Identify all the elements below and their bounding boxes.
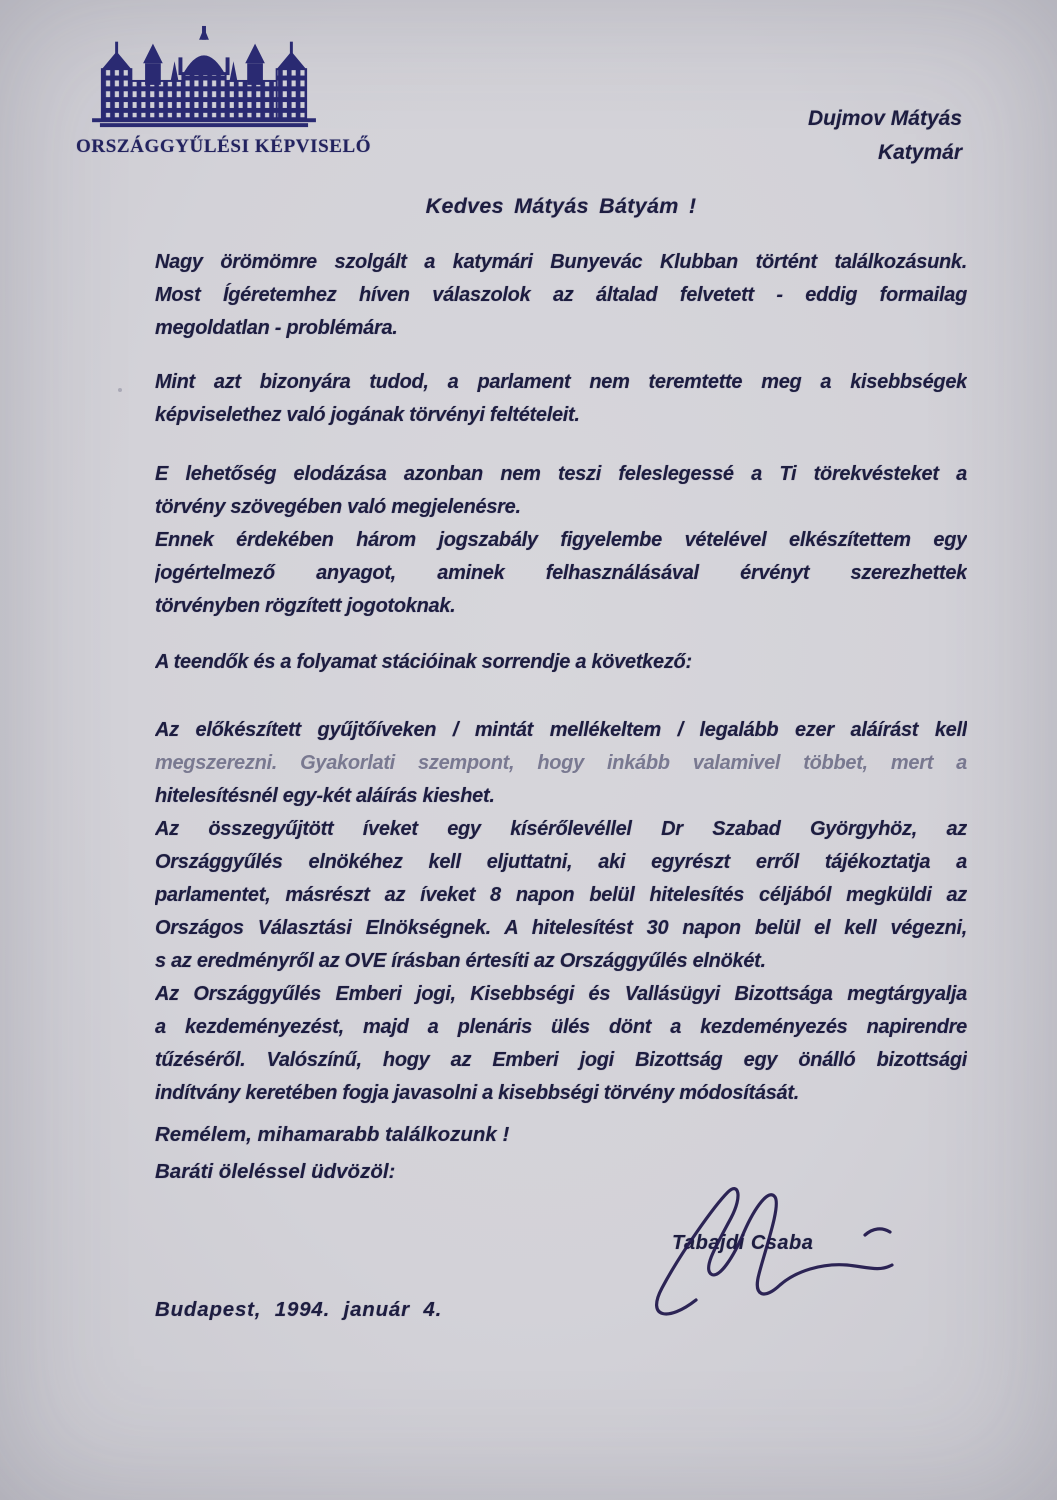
paragraph: [155, 646, 967, 679]
body-line: indítvány keretében fogja javasolni a kisebbségi törvény módosítását.: [155, 1082, 799, 1104]
recipient-city: Katymár: [877, 141, 962, 164]
paragraph: [155, 458, 967, 623]
body-line: Most Ígéretemhez híven válaszolok az általad felvetett - eddig formailag: [155, 284, 967, 306]
letterhead-caption: ORSZÁGGYŰLÉSI KÉPVISELŐ: [76, 136, 372, 157]
body-line: Országgyűlés elnökéhez kell eljuttatni, aki egyrészt erről tájékoztatja a: [155, 851, 967, 873]
signature-typed-name: Tabajdi Csaba: [672, 1232, 814, 1254]
body-line: jogértelmező anyagot, aminek felhasználásával érvényt szerezhettek: [155, 562, 967, 584]
signature-handwriting: [618, 1172, 918, 1322]
body-line: parlamentet, másrészt az íveket 8 napon belül hitelesítés céljából megküldi az: [155, 884, 967, 906]
paragraph: [155, 714, 967, 1110]
body-line: Nagy örömömre szolgált a katymári Bunyevác Klubban történt találkozásunk.: [155, 251, 967, 273]
closing-line-1: Remélem, mihamarabb találkozunk !: [155, 1123, 510, 1146]
body-line: hitelesítésnél egy-két aláírás kieshet.: [155, 785, 495, 807]
body-line: s az eredményről az OVE írásban értesíti az Országgyűlés elnökét.: [155, 950, 766, 972]
body-line: tűzéséről. Valószínű, hogy az Emberi jogi Bizottság egy önálló bizottsági: [155, 1049, 967, 1071]
scan-speck: [118, 388, 122, 392]
body-line: a kezdeményezést, majd a plenáris ülés dönt a kezdeményezés napirendre: [155, 1016, 967, 1038]
salutation: Kedves Mátyás Bátyám !: [425, 194, 697, 218]
body-line: E lehetőség elodázása azonban nem teszi feleslegessé a Ti törekvésteket a: [155, 463, 967, 485]
body-line: törvény szövegében való megjelenésre.: [155, 496, 521, 518]
body-line: megszerezni. Gyakorlati szempont, hogy inkább valamivel többet, mert a: [155, 752, 967, 774]
date-line: Budapest, 1994. január 4.: [155, 1298, 443, 1321]
body-line: Országos Választási Elnökségnek. A hitelesítést 30 napon belül el kell végezni,: [155, 917, 967, 939]
body-line: A teendők és a folyamat stációinak sorrendje a következő:: [155, 651, 692, 673]
paragraph: [155, 366, 967, 432]
body-line: Az előkészített gyűjtőíveken / mintát mellékeltem / legalább ezer aláírást kell: [155, 719, 967, 741]
recipient-name: Dujmov Mátyás: [807, 107, 962, 130]
body-line: megoldatlan - problémára.: [155, 317, 398, 339]
paragraph: [155, 246, 967, 345]
closing-line-2: Baráti öleléssel üdvözöl:: [155, 1160, 396, 1183]
body-line: törvényben rögzített jogotoknak.: [155, 595, 456, 617]
body-line: Ennek érdekében három jogszabály figyelembe vételével elkészítettem egy: [155, 529, 967, 551]
body-line: képviselethez való jogának törvényi feltételeit.: [155, 404, 580, 426]
body-line: Az Országgyűlés Emberi jogi, Kisebbségi és Vallásügyi Bizottsága megtárgyalja: [155, 983, 967, 1005]
body-line: Az összegyűjtött íveket egy kísérőlevéllel Dr Szabad Györgyhöz, az: [155, 818, 967, 840]
body-line: Mint azt bizonyára tudod, a parlament nem teremtette meg a kisebbségek: [155, 371, 967, 393]
